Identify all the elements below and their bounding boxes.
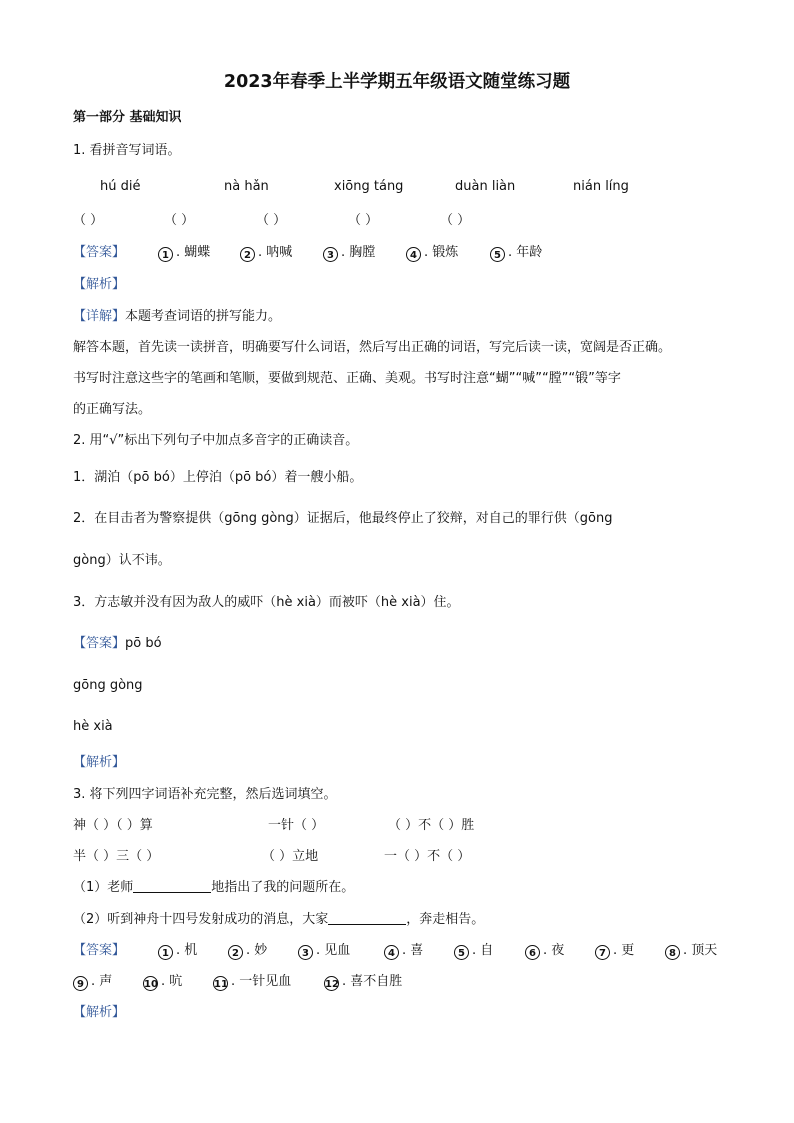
q3-answer-12 xyxy=(324,973,402,991)
q3-answer-1 xyxy=(158,942,197,960)
answer-text: . 喜不自胜 xyxy=(342,974,403,989)
q3-prompt: 3. 将下列四字词语补充完整，然后选词填空。 xyxy=(73,787,337,802)
q2-answer-line-3: hè xià xyxy=(73,719,113,734)
circled-number: 6 xyxy=(525,945,540,960)
q2-sentence-2a: 2．在目击者为警察提供（gōng gòng）证据后，他最终停止了狡辩，对自己的罪行供（gōng xyxy=(73,511,613,526)
q2-sentence-2b: gòng）认不讳。 xyxy=(73,553,171,568)
circled-number: 3 xyxy=(298,945,313,960)
circled-number: 11 xyxy=(213,976,228,991)
circled-number: 4 xyxy=(384,945,399,960)
q3-idiom-1: 神（ ）（ ）算 xyxy=(73,818,153,833)
detail-text: 本题考查词语的拼写能力。 xyxy=(125,309,282,324)
answer-text: . 吭 xyxy=(161,974,183,989)
q3-idiom-4: 半（ ）三（ ） xyxy=(73,849,160,864)
q1-blank-1: （ ） xyxy=(73,213,104,228)
q3-answer-4 xyxy=(384,942,423,960)
answer-blank-line xyxy=(133,879,211,893)
q1-prompt: 1. 看拼音写词语。 xyxy=(73,143,181,158)
q3-answer-5 xyxy=(454,942,493,960)
circled-number: 12 xyxy=(324,976,339,991)
section-title: 第一部分 基础知识 xyxy=(73,110,182,125)
circled-number: 7 xyxy=(595,945,610,960)
q1-analysis-tag: 【解析】 xyxy=(73,277,126,292)
q2-answer-line-1 xyxy=(73,635,162,653)
q2-sentence-3: 3．方志敏并没有因为敌人的威吓（hè xià）而被吓（hè xià）住。 xyxy=(73,595,460,610)
q1-pinyin-2: nà hǎn xyxy=(224,179,269,194)
q3-answer-8 xyxy=(665,942,717,960)
fill-text: （2）听到神舟十四号发射成功的消息，大家 xyxy=(73,912,329,927)
q1-pinyin-1: hú dié xyxy=(100,179,141,194)
answer-text: . 声 xyxy=(91,974,113,989)
answer-text: . 胸膛 xyxy=(341,245,376,260)
answer-text: . 妙 xyxy=(246,943,268,958)
circled-number: 8 xyxy=(665,945,680,960)
answer-text: . 自 xyxy=(472,943,494,958)
q1-answer-2 xyxy=(240,244,292,262)
q3-answer-10 xyxy=(143,973,182,991)
q2-answer-line-2: gōng gòng xyxy=(73,678,143,693)
q1-pinyin-4: duàn liàn xyxy=(455,179,516,194)
circled-number: 10 xyxy=(143,976,158,991)
q3-fill-2 xyxy=(73,911,484,929)
circled-number: 1 xyxy=(158,247,173,262)
q3-answer-11 xyxy=(213,973,291,991)
q2-sentence-1: 1．湖泊（pō bó）上停泊（pō bó）着一艘小船。 xyxy=(73,470,363,485)
answer-text: . 年龄 xyxy=(508,245,543,260)
circled-number: 2 xyxy=(240,247,255,262)
answer-text: . 更 xyxy=(613,943,635,958)
q1-answer-3 xyxy=(323,244,375,262)
q3-idiom-5: （ ）立地 xyxy=(262,849,319,864)
q1-pinyin-3: xiōng táng xyxy=(334,179,404,194)
q3-answer-6 xyxy=(525,942,564,960)
circled-number: 5 xyxy=(490,247,505,262)
q2-analysis-tag: 【解析】 xyxy=(73,755,126,770)
q1-detail-line-4: 的正确写法。 xyxy=(73,402,152,417)
answer-text: . 呐喊 xyxy=(258,245,293,260)
q3-answer-7 xyxy=(595,942,634,960)
answer-text: . 机 xyxy=(176,943,198,958)
detail-tag: 【详解】 xyxy=(73,309,126,324)
q1-blank-5: （ ） xyxy=(440,213,471,228)
q1-blank-2: （ ） xyxy=(164,213,195,228)
answer-text: . 顶天 xyxy=(683,943,718,958)
answer-text: . 喜 xyxy=(402,943,424,958)
q3-fill-1 xyxy=(73,879,354,897)
page-title: 2023年春季上半学期五年级语文随堂练习题 xyxy=(223,72,571,92)
q1-detail-line-2: 解答本题，首先读一读拼音，明确要写什么词语，然后写出正确的词语，写完后读一读，宽阔是否正确。 xyxy=(73,340,672,355)
fill-text: （1）老师 xyxy=(73,880,134,895)
circled-number: 1 xyxy=(158,945,173,960)
q2-prompt: 2. 用“√”标出下列句子中加点多音字的正确读音。 xyxy=(73,433,359,448)
q1-blank-3: （ ） xyxy=(256,213,287,228)
answer-text: . 一针见血 xyxy=(231,974,292,989)
q1-pinyin-5: nián líng xyxy=(573,179,629,194)
answer-text: . 锻炼 xyxy=(424,245,459,260)
answer-text: . 夜 xyxy=(543,943,565,958)
q1-detail-line-3: 书写时注意这些字的笔画和笔顺，要做到规范、正确、美观。书写时注意“蝴”“喊”“膛”“锻”等字 xyxy=(73,371,621,386)
q3-idiom-3: （ ）不（ ）胜 xyxy=(388,818,475,833)
q1-answer-1 xyxy=(158,244,210,262)
q1-answer-tag: 【答案】 xyxy=(73,245,126,260)
q3-idiom-6: 一（ ）不（ ） xyxy=(384,849,471,864)
answer-tag: 【答案】 xyxy=(73,636,126,651)
circled-number: 4 xyxy=(406,247,421,262)
q1-answer-5 xyxy=(490,244,542,262)
answer-text: . 蝴蝶 xyxy=(176,245,211,260)
fill-text: ，奔走相告。 xyxy=(406,912,485,927)
fill-text: 地指出了我的问题所在。 xyxy=(211,880,355,895)
answer-text: pō bó xyxy=(125,636,162,651)
answer-blank-line xyxy=(328,911,406,925)
circled-number: 2 xyxy=(228,945,243,960)
q3-analysis-tag: 【解析】 xyxy=(73,1005,126,1020)
q3-answer-2 xyxy=(228,942,267,960)
answer-text: . 见血 xyxy=(316,943,351,958)
q3-answer-9 xyxy=(73,973,112,991)
circled-number: 9 xyxy=(73,976,88,991)
q3-idiom-2: 一针（ ） xyxy=(268,818,325,833)
circled-number: 5 xyxy=(454,945,469,960)
q3-answer-tag: 【答案】 xyxy=(73,943,126,958)
circled-number: 3 xyxy=(323,247,338,262)
q3-answer-3 xyxy=(298,942,350,960)
q1-answer-4 xyxy=(406,244,458,262)
q1-detail-line-1 xyxy=(73,308,281,326)
q1-blank-4: （ ） xyxy=(348,213,379,228)
